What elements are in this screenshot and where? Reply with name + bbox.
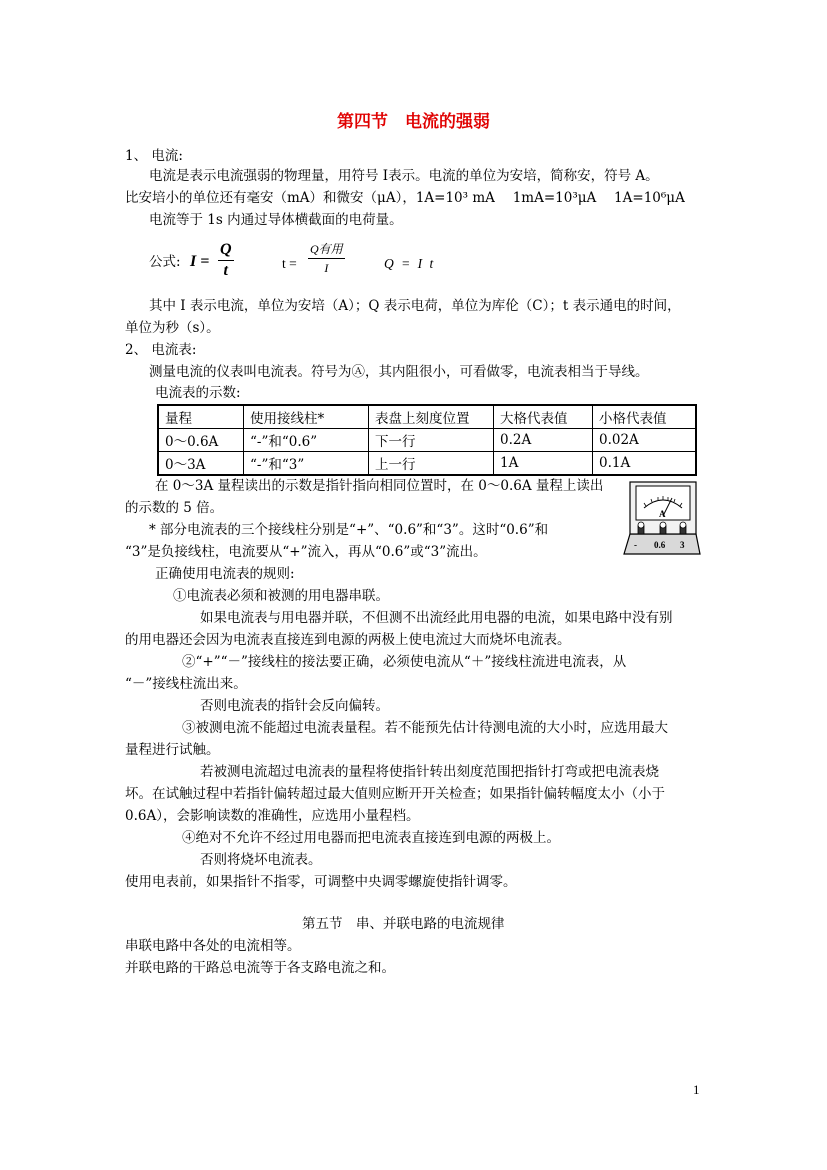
rule-1-detail-a: 如果电流表与用电器并联，不但测不出流经此用电器的电流，如果电路中没有别: [200, 610, 673, 626]
paragraph-units: 比安培小的单位还有毫安（mA）和微安（μA），1A=10³ mA 1mA=10³μA 1A=10⁶μA: [125, 190, 685, 206]
table-header: 量程: [158, 405, 244, 429]
table-cell: 0.02A: [593, 429, 697, 452]
formula-1-fraction: [218, 240, 234, 281]
terminal-label-minus: -: [634, 540, 637, 550]
table-cell: 上一行: [369, 452, 494, 476]
explanation-line-1: 其中 I 表示电流，单位为安培（A）；Q 表示电荷，单位为库伦（C）；t 表示通电的时间，: [149, 298, 681, 314]
rule-2-cont: “－”接线柱流出来。: [125, 676, 247, 692]
formula-2-denominator: I: [324, 261, 329, 275]
ammeter-range-table: [157, 404, 697, 476]
table-header: 表盘上刻度位置: [369, 405, 494, 429]
paragraph-ammeter: 测量电流的仪表叫电流表。符号为Ⓐ，其内阻很小，可看做零，电流表相当于导线。: [149, 364, 649, 380]
table-header: 大格代表值: [494, 405, 593, 429]
section-1-heading: 1、 电流:: [125, 148, 183, 164]
after-table-line-2: 的示数的 5 倍。: [125, 500, 224, 516]
table-cell: “-”和“3”: [244, 452, 369, 476]
explanation-line-2: 单位为秒（s）。: [125, 320, 220, 336]
page-title: 第四节 电流的强弱: [337, 112, 490, 132]
after-table-line-3: * 部分电流表的三个接线柱分别是“+”、“0.6”和“3”。这时“0.6”和: [149, 522, 549, 538]
section-5-heading: 第五节 串、并联电路的电流规律: [302, 916, 505, 932]
table-header-row: [158, 405, 696, 429]
after-table-line-1: 在 0～3A 量程读出的示数是指针指向相同位置时，在 0～0.6A 量程上读出: [155, 478, 604, 494]
series-rule: 串联电路中各处的电流相等。: [125, 938, 301, 954]
formula-1-denominator: t: [223, 262, 228, 279]
rule-2-detail: 否则电流表的指针会反向偏转。: [200, 698, 389, 714]
rule-1: ①电流表必须和被测的用电器串联。: [173, 588, 389, 604]
table-cell: 1A: [494, 452, 593, 476]
table-cell: 0.1A: [593, 452, 697, 476]
paragraph-charge: 电流等于 1s 内通过导体横截面的电荷量。: [149, 212, 403, 228]
table-cell: 下一行: [369, 429, 494, 452]
parallel-rule: 并联电路的干路总电流等于各支路电流之和。: [125, 960, 395, 976]
paragraph-reading: 电流表的示数:: [155, 385, 241, 401]
dial-letter: A: [659, 509, 666, 519]
table-row: [158, 452, 696, 476]
section-2-heading: 2、 电流表:: [125, 342, 197, 358]
ammeter-illustration: [620, 478, 704, 558]
rule-1-detail-b: 的用电器还会因为电流表直接连到电源的两极上使电流过大而烧坏电流表。: [125, 632, 571, 648]
page-number: 1: [693, 1082, 700, 1097]
rules-heading: 正确使用电流表的规则:: [155, 566, 295, 582]
table-cell: 0～3A: [158, 452, 244, 476]
terminal-label-3: 3: [680, 540, 685, 550]
zero-adjust-note: 使用电表前，如果指针不指零，可调整中央调零螺旋使指针调零。: [125, 874, 517, 890]
paragraph-current-definition: 电流是表示电流强弱的物理量，用符号 I表示。电流的单位为安培，简称安，符号 A。: [149, 168, 659, 184]
formula-1-numerator: Q: [218, 240, 234, 261]
formula-3: Q = I t: [384, 256, 434, 271]
rule-4-detail: 否则将烧坏电流表。: [200, 852, 322, 868]
table-cell: 0.2A: [494, 429, 593, 452]
formula-2-lhs: t =: [282, 256, 297, 271]
formula-1-lhs: I =: [190, 253, 210, 270]
rule-3: ③被测电流不能超过电流表量程。若不能预先估计待测电流的大小时，应选用最大: [182, 720, 668, 736]
rule-4: ④绝对不允许不经过用电器而把电流表直接连到电源的两极上。: [182, 830, 560, 846]
table-header: 小格代表值: [593, 405, 697, 429]
rule-3-detail-a: 若被测电流超过电流表的量程将使指针转出刻度范围把指针打弯或把电流表烧: [200, 764, 659, 780]
table-cell: 0～0.6A: [158, 429, 244, 452]
table-cell: “-”和“0.6”: [244, 429, 369, 452]
table-row: [158, 429, 696, 452]
rule-3-detail-c: 0.6A），会影响读数的准确性，应选用小量程档。: [125, 808, 420, 824]
table-header: 使用接线柱*: [244, 405, 369, 429]
formula-2-fraction: [308, 240, 345, 277]
terminal-label-0-6: 0.6: [654, 540, 666, 550]
rule-3-detail-b: 坏。在试触过程中若指针偏转超过最大值则应断开开关检查；如果指针偏转幅度太小（小于: [125, 786, 665, 802]
after-table-line-4: “3”是负接线柱，电流要从“+”流入，再从“0.6”或“3”流出。: [125, 544, 487, 560]
rule-2: ②“+”“－”接线柱的接法要正确，必须使电流从“＋”接线柱流进电流表，从: [182, 654, 627, 670]
rule-3-cont: 量程进行试触。: [125, 742, 220, 758]
formula-2-numerator: Q有用: [308, 240, 345, 259]
formula-label: 公式:: [149, 254, 181, 270]
